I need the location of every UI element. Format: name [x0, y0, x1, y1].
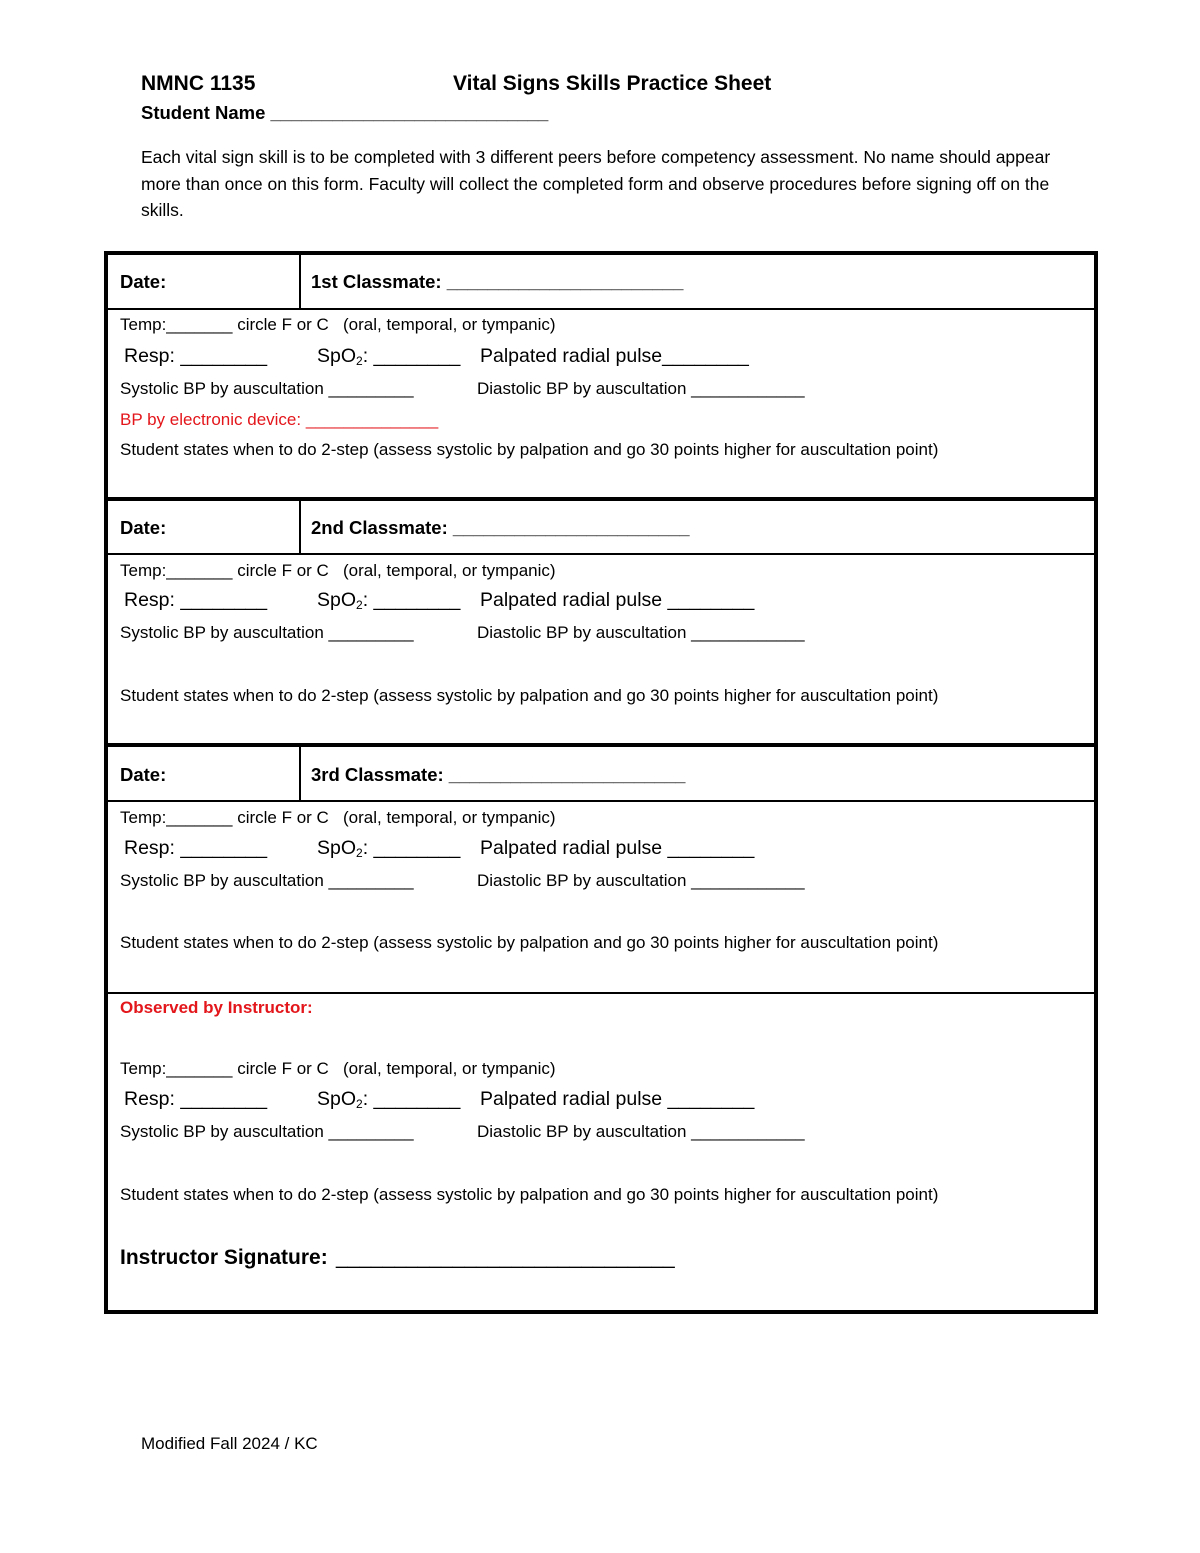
- radial-pulse-field[interactable]: Palpated radial pulse ________: [480, 837, 755, 859]
- course-code: NMNC 1135: [141, 72, 256, 95]
- resp-field[interactable]: Resp: ________: [124, 589, 268, 611]
- two-step-statement: Student states when to do 2-step (assess systolic by palpation and go 30 points higher for auscultation point): [120, 686, 939, 705]
- spo2-blank: : ________: [362, 589, 461, 611]
- systolic-bp-field[interactable]: Systolic BP by auscultation _________: [120, 1122, 414, 1141]
- radial-pulse-field[interactable]: Palpated radial pulse ________: [480, 589, 755, 611]
- page-title: Vital Signs Skills Practice Sheet: [453, 72, 772, 95]
- cell-divider: [299, 743, 301, 800]
- instructor-signature-line[interactable]: _____________________________: [336, 1246, 675, 1269]
- row-divider: [108, 308, 1094, 310]
- spo2-subscript: 2: [356, 598, 363, 612]
- section-divider: [108, 497, 1094, 501]
- diastolic-bp-field[interactable]: Diastolic BP by auscultation ____________: [477, 623, 805, 642]
- systolic-bp-field[interactable]: Systolic BP by auscultation _________: [120, 623, 414, 642]
- practice-form: [104, 251, 1098, 1314]
- temp-field[interactable]: Temp:_______ circle F or C (oral, temporal, or tympanic): [120, 561, 556, 580]
- temp-field[interactable]: Temp:_______ circle F or C (oral, temporal, or tympanic): [120, 808, 556, 827]
- spo2-field[interactable]: [317, 1088, 460, 1111]
- two-step-statement: Student states when to do 2-step (assess systolic by palpation and go 30 points higher for auscultation point): [120, 933, 939, 952]
- date-label[interactable]: Date:: [120, 517, 167, 538]
- classmate-3-field[interactable]: 3rd Classmate: _______________________: [311, 764, 686, 785]
- diastolic-bp-field[interactable]: Diastolic BP by auscultation ____________: [477, 871, 805, 890]
- diastolic-bp-field[interactable]: Diastolic BP by auscultation ____________: [477, 1122, 805, 1141]
- spo2-field[interactable]: [317, 589, 460, 612]
- spo2-label: SpO: [317, 589, 357, 611]
- spo2-blank: : ________: [362, 837, 461, 859]
- date-label[interactable]: Date:: [120, 271, 167, 292]
- observed-by-instructor-label: Observed by Instructor:: [120, 998, 313, 1017]
- temp-field[interactable]: Temp:_______ circle F or C (oral, temporal, or tympanic): [120, 315, 556, 334]
- spo2-subscript: 2: [356, 1097, 363, 1111]
- section-divider: [108, 743, 1094, 747]
- diastolic-bp-field[interactable]: Diastolic BP by auscultation ____________: [477, 379, 805, 398]
- radial-pulse-field[interactable]: Palpated radial pulse ________: [480, 1088, 755, 1110]
- footer-modified-note: Modified Fall 2024 / KC: [141, 1434, 318, 1453]
- radial-pulse-field[interactable]: Palpated radial pulse________: [480, 345, 749, 367]
- spo2-subscript: 2: [356, 354, 363, 368]
- spo2-label: SpO: [317, 1088, 357, 1110]
- resp-field[interactable]: Resp: ________: [124, 345, 268, 367]
- date-label[interactable]: Date:: [120, 764, 167, 785]
- two-step-statement: Student states when to do 2-step (assess systolic by palpation and go 30 points higher for auscultation point): [120, 440, 939, 459]
- electronic-bp-field[interactable]: BP by electronic device: ______________: [120, 410, 439, 429]
- classmate-1-field[interactable]: 1st Classmate: _______________________: [311, 271, 684, 292]
- resp-field[interactable]: Resp: ________: [124, 1088, 268, 1110]
- spo2-field[interactable]: [317, 837, 460, 860]
- cell-divider: [299, 497, 301, 553]
- spo2-label: SpO: [317, 837, 357, 859]
- student-name-field[interactable]: Student Name ___________________________: [141, 102, 549, 123]
- spo2-blank: : ________: [362, 1088, 461, 1110]
- spo2-field[interactable]: [317, 345, 460, 368]
- instructor-signature-label: Instructor Signature:: [120, 1246, 328, 1269]
- section-divider: [108, 992, 1094, 994]
- systolic-bp-field[interactable]: Systolic BP by auscultation _________: [120, 871, 414, 890]
- spo2-subscript: 2: [356, 846, 363, 860]
- spo2-label: SpO: [317, 345, 357, 367]
- systolic-bp-field[interactable]: Systolic BP by auscultation _________: [120, 379, 414, 398]
- row-divider: [108, 800, 1094, 802]
- resp-field[interactable]: Resp: ________: [124, 837, 268, 859]
- instructions-paragraph: Each vital sign skill is to be completed with 3 different peers before competency assessment. No name should appear more than once on this form. Faculty will collect the completed form and observe procedures before signing off on the skills.: [141, 147, 1051, 220]
- cell-divider: [299, 255, 301, 308]
- temp-field[interactable]: Temp:_______ circle F or C (oral, temporal, or tympanic): [120, 1059, 556, 1078]
- row-divider: [108, 553, 1094, 555]
- classmate-2-field[interactable]: 2nd Classmate: _______________________: [311, 517, 690, 538]
- spo2-blank: : ________: [362, 345, 461, 367]
- two-step-statement: Student states when to do 2-step (assess systolic by palpation and go 30 points higher for auscultation point): [120, 1185, 939, 1204]
